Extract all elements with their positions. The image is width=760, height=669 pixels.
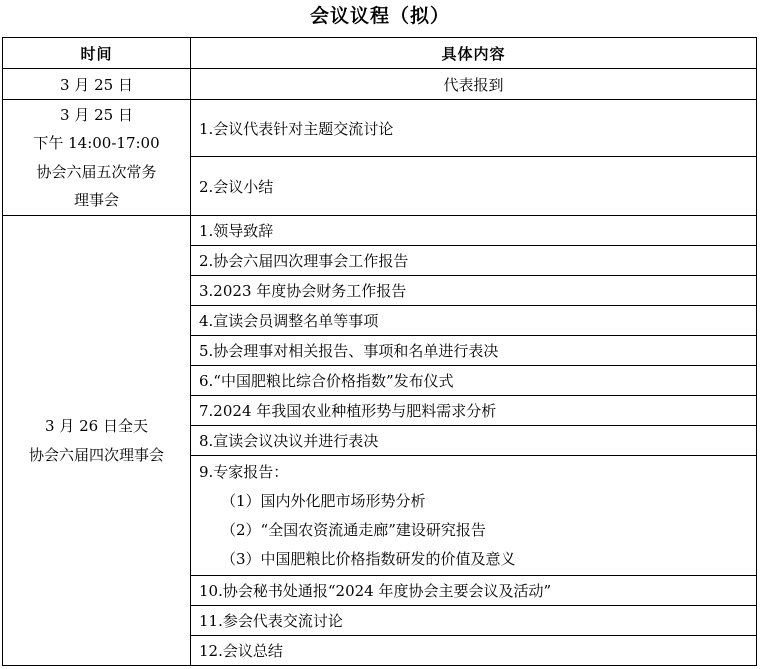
agenda-item: 4.宣读会员调整名单等事项: [191, 306, 757, 336]
time-line: 3 月 25 日: [60, 105, 133, 124]
content-cell: 代表报到: [191, 69, 757, 100]
table-row: [3, 100, 757, 157]
agenda-item: 11.参会代表交流讨论: [191, 606, 757, 636]
expert-sub-item: （2）“全国农资流通走廊”建设研究报告: [221, 520, 486, 539]
table-row: [3, 216, 757, 246]
table-row: [3, 69, 757, 100]
time-cell: [3, 216, 191, 666]
agenda-item: 2.会议小结: [191, 157, 757, 216]
time-line: 下午 14:00-17:00: [33, 134, 160, 152]
time-line: 3 月 26 日全天: [45, 417, 148, 435]
agenda-item: 2.协会六届四次理事会工作报告: [191, 246, 757, 276]
agenda-item: 10.协会秘书处通报“2024 年度协会主要会议及活动”: [191, 576, 757, 606]
time-line: 协会六届五次常务: [36, 162, 157, 181]
time-line: 理事会: [73, 191, 119, 209]
expert-sub-item: （1）国内外化肥市场形势分析: [221, 491, 426, 510]
header-content: 具体内容: [191, 38, 757, 69]
agenda-item: 3.2023 年度协会财务工作报告: [191, 276, 757, 306]
time-cell: [3, 100, 191, 216]
expert-sub-item: （3）中国肥粮比价格指数研发的价值及意义: [221, 549, 516, 568]
page-title: 会议议程（拟）: [309, 5, 450, 27]
agenda-item: 8.宣读会议决议并进行表决: [191, 426, 757, 456]
agenda-item: 12.会议总结: [191, 636, 757, 666]
header-row: [3, 38, 757, 69]
expert-heading: 9.专家报告：: [199, 462, 289, 481]
agenda-table: [2, 37, 757, 666]
header-time: 时间: [3, 38, 191, 69]
time-cell: 3 月 25 日: [3, 69, 191, 100]
time-line: 协会六届四次理事会: [28, 445, 164, 464]
agenda-item: 7.2024 年我国农业种植形势与肥料需求分析: [191, 396, 757, 426]
agenda-item: 6.“中国肥粮比综合价格指数”发布仪式: [191, 366, 757, 396]
expert-report-cell: [191, 456, 757, 576]
agenda-item: 5.协会理事对相关报告、事项和名单进行表决: [191, 336, 757, 366]
agenda-item: 1.领导致辞: [191, 216, 757, 246]
agenda-item: 1.会议代表针对主题交流讨论: [191, 100, 757, 157]
